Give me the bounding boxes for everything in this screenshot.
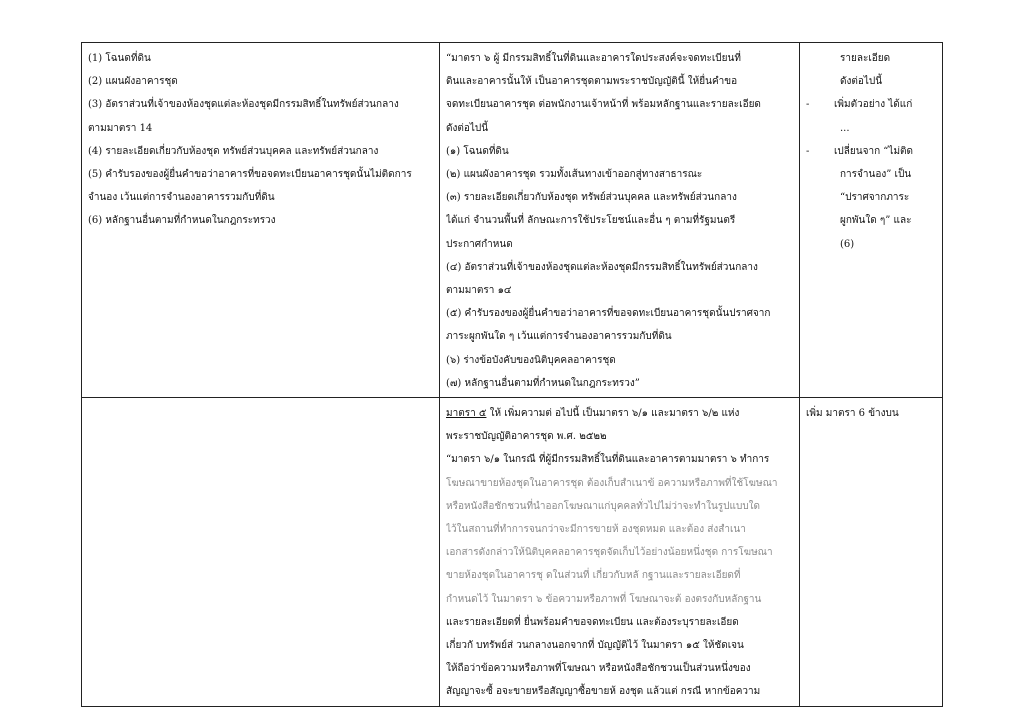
new-law-line: สัญญาจะซื้ อจะขายหรือสัญญาซื้อขายห้ องชุด แล้วแต่ กรณี หากข้อความ xyxy=(446,686,761,698)
comparison-table xyxy=(81,42,943,707)
remark-bullet xyxy=(806,140,936,163)
new-law-line: ตามมาตรา ๑๔ xyxy=(446,285,512,297)
remark-line: รายละเอียด xyxy=(840,53,891,64)
new-law-line: (๓) รายละเอียดเกี่ยวกับห้องชุด ทรัพย์ส่วนบุคคล และทรัพย์ส่วนกลาง xyxy=(446,192,737,204)
section-number: มาตรา ๕ xyxy=(446,408,487,420)
old-law-cell xyxy=(82,43,440,398)
new-law-cell xyxy=(440,43,800,398)
remarks-cell xyxy=(800,398,943,707)
remark-line: เพิ่มตัวอย่าง ได้แก่ xyxy=(834,99,913,111)
remark-line: ผูกพันใด ๆ” และ xyxy=(840,215,912,227)
new-law-line: ให้ถือว่าข้อความหรือภาพที่โฆษณา หรือหนังสือชักชวนเป็นส่วนหนึ่งของ xyxy=(446,663,751,675)
remark-line: เพิ่ม มาตรา 6 ข้างบน xyxy=(806,408,899,420)
new-law-line: และรายละเอียดที่ ยื่นพร้อมคำขอจดทะเบียน และต้องระบุรายละเอียด xyxy=(446,616,739,628)
remark-line: (6) xyxy=(840,238,855,250)
new-law-line: (๑) โฉนดที่ดิน xyxy=(446,145,509,157)
section-heading-text: ให้ เพิ่มความต่ อไปนี้ เป็นมาตรา ๖/๑ และมาตรา ๖/๒ แห่ง xyxy=(486,408,740,420)
remarks-cell xyxy=(800,43,943,398)
new-law-line: จดทะเบียนอาคารชุด ต่อพนักงานเจ้าหน้าที่ พร้อมหลักฐานและรายละเอียด xyxy=(446,99,761,111)
new-law-line: เอกสารดังกล่าวให้นิติบุคคลอาคารชุดจัดเก็บไว้อย่างน้อยหนึ่งชุด การโฆษณา xyxy=(446,547,773,559)
new-law-line: กำหนดไว้ ในมาตรา ๖ ข้อความหรือภาพที่ โฆษณาจะต้ องตรงกับหลักฐาน xyxy=(446,593,762,605)
new-law-line: (๗) หลักฐานอื่นตามที่กำหนดในกฎกระทรวง” xyxy=(446,377,640,389)
remark-bullet xyxy=(806,93,936,116)
old-law-line: (4) รายละเอียดเกี่ยวกับห้องชุด ทรัพย์ส่วนบุคคล และทรัพย์ส่วนกลาง xyxy=(88,145,379,157)
bullet-dash: - xyxy=(806,145,810,157)
old-law-line: จำนอง เว้นแต่การจำนองอาคารรวมกับที่ดิน xyxy=(88,192,275,204)
new-law-line: พระราชบัญญัติอาคารชุด พ.ศ. ๒๕๒๒ xyxy=(446,431,607,443)
new-law-line: เกี่ยวกั บทรัพย์ส่ วนกลางนอกจากที่ บัญญัติไว้ ในมาตรา ๑๕ ให้ชัดเจน xyxy=(446,640,744,652)
new-law-line: ได้แก่ จำนวนพื้นที่ ลักษณะการใช้ประโยชน์และอื่น ๆ ตามที่รัฐมนตรี xyxy=(446,215,736,227)
old-law-line: (5) คำรับรองของผู้ยื่นคำขอว่าอาคารที่ขอจดทะเบียนอาคารชุดนั้นไม่ติดการ xyxy=(88,169,412,181)
section-heading-line xyxy=(446,402,793,425)
old-law-line: (2) แผนผังอาคารชุด xyxy=(88,76,178,88)
new-law-line: ดินและอาคารนั้นให้ เป็นอาคารชุดตามพระราชบัญญัตินี้ ให้ยื่นคำขอ xyxy=(446,76,738,88)
remark-line: ดังต่อไปนี้ xyxy=(840,76,883,88)
old-law-cell-empty xyxy=(82,398,440,707)
new-law-line: (๕) คำรับรองของผู้ยื่นคำขอว่าอาคารที่ขอจดทะเบียนอาคารชุดนั้นปราศจาก xyxy=(446,308,771,320)
bullet-dash: - xyxy=(806,99,810,111)
new-law-line: (๔) อัตราส่วนที่เจ้าของห้องชุดแต่ละห้องชุดมีกรรมสิทธิ์ในทรัพย์ส่วนกลาง xyxy=(446,261,758,273)
table-row xyxy=(82,43,943,398)
new-law-line: “มาตรา ๖/๑ ในกรณี ที่ผู้มีกรรมสิทธิ์ในที่ดินและอาคารตามมาตรา ๖ ทำการ xyxy=(446,454,770,466)
new-law-line: ดังต่อไปนี้ xyxy=(446,122,489,134)
new-law-line: ประกาศกำหนด xyxy=(446,238,513,250)
new-law-cell xyxy=(440,398,800,707)
new-law-line: “มาตรา ๖ ผู้ มีกรรมสิทธิ์ในที่ดินและอาคารใดประสงค์จะจดทะเบียนที่ xyxy=(446,53,741,64)
old-law-line: (6) หลักฐานอื่นตามที่กำหนดในกฎกระทรวง xyxy=(88,215,276,227)
old-law-line: ตามมาตรา 14 xyxy=(88,122,153,134)
new-law-line: หรือหนังสือชักชวนที่นำออกโฆษณาแก่บุคคลทั่วไปไม่ว่าจะทำในรูปแบบใด xyxy=(446,500,761,512)
new-law-line: โฆษณาขายห้องชุดในอาคารชุด ต้องเก็บสำเนาข้ อความหรือภาพที่ใช้โฆษณา xyxy=(446,477,778,489)
remark-line: การจำนอง” เป็น xyxy=(840,169,912,181)
remark-line: เปลี่ยนจาก “ไม่ติด xyxy=(834,145,914,157)
new-law-line: ภาระผูกพันใด ๆ เว้นแต่การจำนองอาคารรวมกับที่ดิน xyxy=(446,331,672,343)
new-law-line: (๖) ร่างข้อบังคับของนิติบุคคลอาคารชุด xyxy=(446,354,616,366)
table-row xyxy=(82,398,943,707)
new-law-line: ไว้ในสถานที่ทำการจนกว่าจะมีการขายห้ องชุดหมด และต้อง ส่งสำเนา xyxy=(446,524,746,536)
remark-line: “ปราศจากภาระ xyxy=(840,192,910,204)
new-law-line: ขายห้องชุดในอาคารชุ ดในส่วนที่ เกี่ยวกับหลั กฐานและรายละเอียดที่ xyxy=(446,570,741,582)
old-law-line: (3) อัตราส่วนที่เจ้าของห้องชุดแต่ละห้องชุดมีกรรมสิทธิ์ในทรัพย์ส่วนกลาง xyxy=(88,99,399,111)
remark-line: ... xyxy=(840,122,850,134)
old-law-line: (1) โฉนดที่ดิน xyxy=(88,53,151,64)
new-law-line: (๒) แผนผังอาคารชุด รวมทั้งเส้นทางเข้าออกสู่ทางสาธารณะ xyxy=(446,169,703,181)
